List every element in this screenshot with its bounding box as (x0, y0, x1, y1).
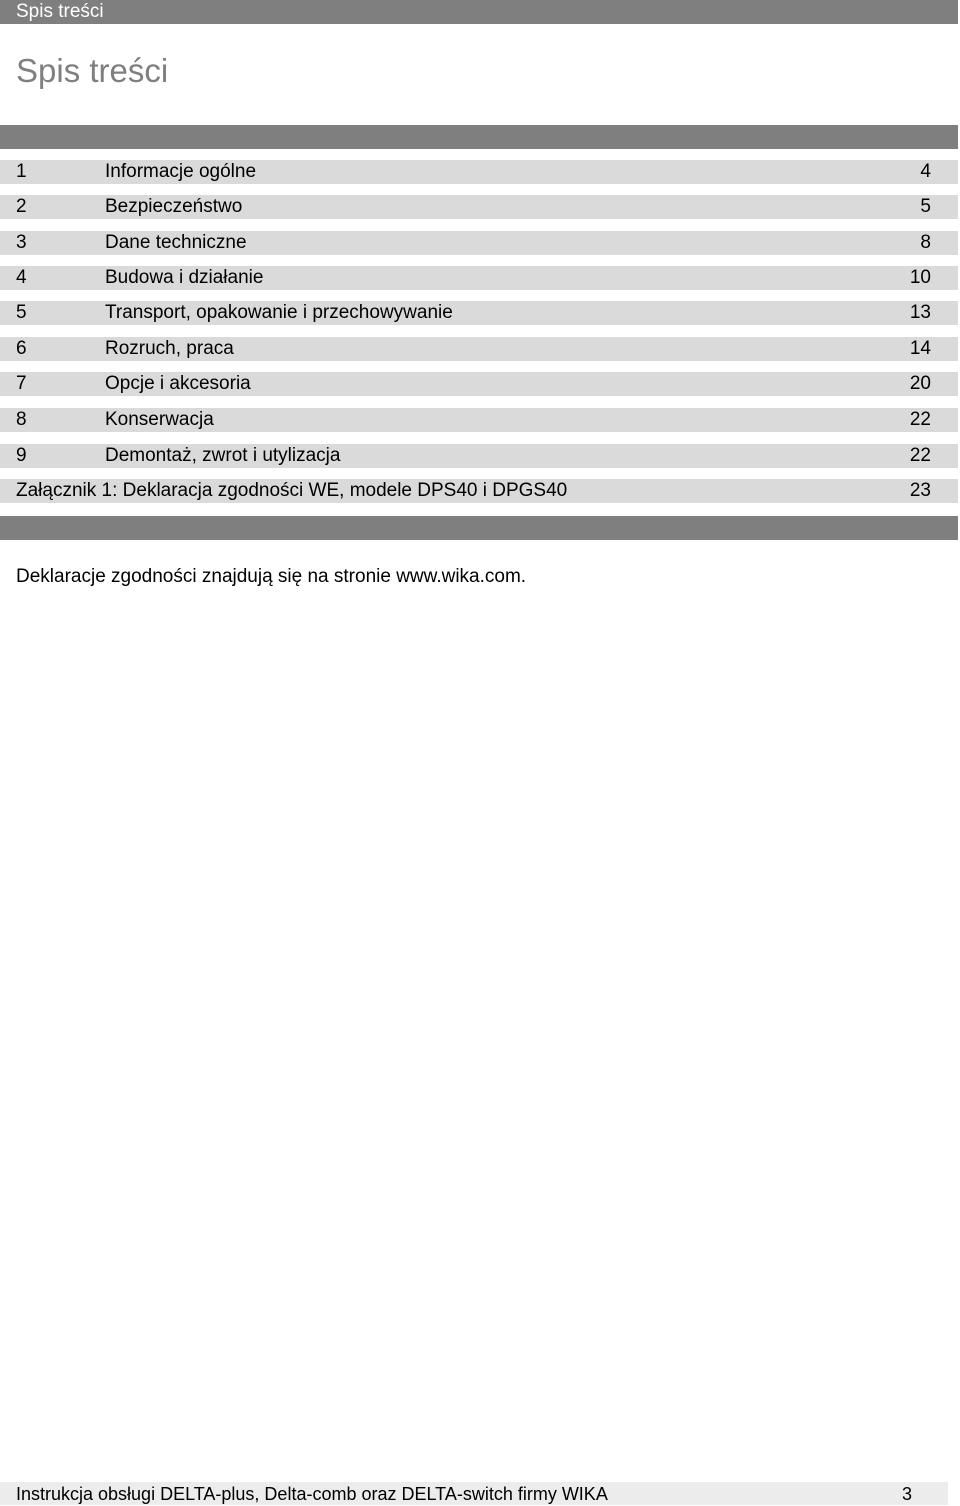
toc-entry-page: 14 (909, 338, 931, 359)
toc-entry[interactable] (0, 231, 958, 255)
toc-bottom-rule (0, 516, 958, 540)
toc-entry-title: Dane techniczne (105, 232, 247, 253)
header-label: Spis treści (16, 1, 104, 22)
toc-entry-title: Bezpieczeństwo (105, 196, 243, 217)
toc-entry-appendix[interactable] (0, 479, 958, 503)
toc-entry-number: 8 (16, 409, 27, 430)
footer-page-number: 3 (902, 1484, 913, 1504)
toc-entry[interactable] (0, 301, 958, 325)
toc-entry[interactable] (0, 160, 958, 184)
toc-entry-page: 8 (920, 232, 931, 253)
toc-entry-number: 7 (16, 373, 27, 394)
toc-entry[interactable] (0, 372, 958, 396)
toc-entry-page: 23 (909, 480, 931, 501)
toc-entry-number: 1 (16, 161, 27, 182)
toc-entry-number: 2 (16, 196, 27, 217)
toc-entry-title: Budowa i działanie (105, 267, 264, 288)
toc-entry-number: 3 (16, 232, 27, 253)
toc-entry-page: 5 (920, 196, 931, 217)
toc-entry-page: 22 (909, 409, 931, 430)
toc-top-rule (0, 125, 958, 149)
toc-entry-title: Transport, opakowanie i przechowywanie (105, 302, 453, 323)
toc-entry-title: Konserwacja (105, 409, 214, 430)
toc-entry-page: 22 (909, 445, 931, 466)
declaration-note: Deklaracje zgodności znajdują się na stronie www.wika.com. (16, 566, 527, 587)
toc-entry-title: Informacje ogólne (105, 161, 257, 182)
toc-entry-page: 10 (909, 267, 931, 288)
toc-entry-number: 4 (16, 267, 27, 288)
toc-entry[interactable] (0, 444, 958, 468)
footer-text: Instrukcja obsługi DELTA-plus, Delta-comb oraz DELTA-switch firmy WIKA (16, 1484, 608, 1504)
toc-entry-page: 20 (909, 373, 931, 394)
toc-entry-number: 9 (16, 445, 27, 466)
toc-entry-title: Opcje i akcesoria (105, 373, 251, 394)
toc-entry[interactable] (0, 337, 958, 361)
toc-entry-page: 4 (920, 161, 931, 182)
toc-entry[interactable] (0, 266, 958, 290)
page-title: Spis treści (16, 52, 169, 89)
header-band (0, 0, 958, 24)
toc-entry[interactable] (0, 195, 958, 219)
toc-entry-title: Rozruch, praca (105, 338, 234, 359)
toc-entry[interactable] (0, 408, 958, 432)
toc-entry-number: 6 (16, 338, 27, 359)
page-footer (0, 1482, 948, 1505)
toc-entry-title: Załącznik 1: Deklaracja zgodności WE, modele DPS40 i DPGS40 (16, 480, 568, 501)
toc-entry-number: 5 (16, 302, 27, 323)
toc-entry-title: Demontaż, zwrot i utylizacja (105, 445, 341, 466)
toc-entry-page: 13 (909, 302, 931, 323)
